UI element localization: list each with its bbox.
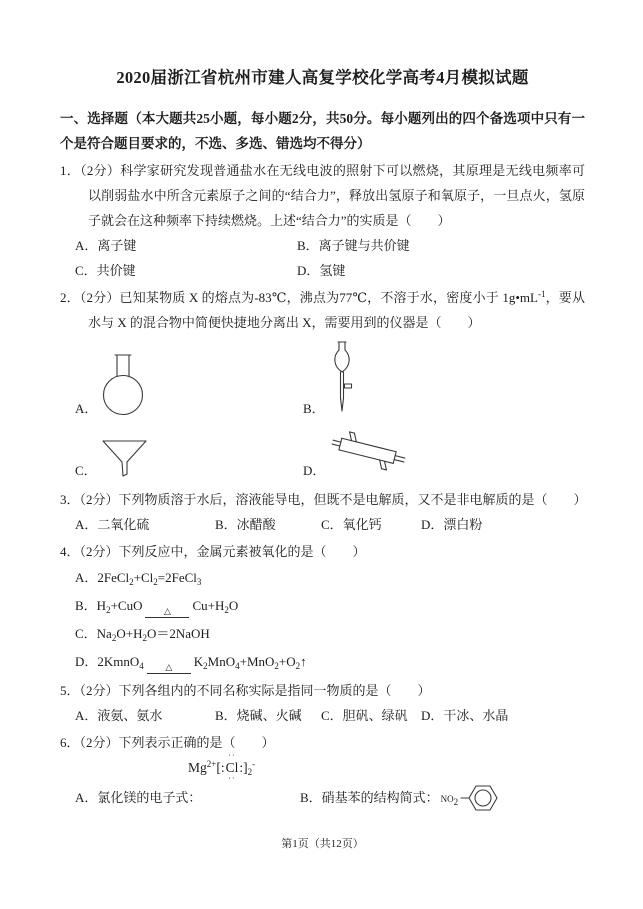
question-5-options [60, 703, 585, 728]
q4-option-a: A．$2FeCl_2+Cl_2=2FeCl_3$ [75, 570, 202, 587]
q3-option-c: C．氧化钙 [321, 517, 382, 532]
q2-option-c [75, 427, 303, 479]
q2-option-d [303, 427, 585, 479]
q2-option-b [303, 341, 585, 417]
electron-formula [188, 751, 256, 783]
question-2-options [60, 341, 585, 479]
magnesium-symbol: Mg [188, 760, 207, 775]
reaction-condition-arrow [147, 663, 191, 674]
q4-option-b-left: B．$H_2+CuO$ [75, 598, 143, 615]
question-5-stem: 5．（2分）下列各组内的不同名称实际是指同一物质的是（ ） [60, 683, 431, 698]
condenser-icon [329, 427, 407, 479]
chlorine-symbol: Cl [225, 760, 239, 775]
formula-superscript: - [252, 759, 256, 769]
formula-subscript: 2 [247, 767, 253, 777]
q3-option-a: A．二氧化硫 [75, 517, 150, 532]
q6-option-b [300, 783, 585, 813]
q5-option-a: A．液氨、氨水 [75, 708, 163, 723]
electron-dots-bottom: ·· [228, 774, 236, 783]
q5-option-c: C．胆矾、绿矾 [321, 708, 408, 723]
formula-open-bracket: [: [216, 760, 225, 775]
question-4-stem: 4．（2分）下列反应中，金属元素被氧化的是（ ） [60, 544, 366, 559]
q5-option-d: D．干冰、水晶 [421, 708, 509, 723]
q4-option-d-left: D．2KmnO$_4$ [75, 654, 144, 671]
reaction-condition-arrow [145, 607, 189, 618]
electron-dots-top: ·· [228, 751, 236, 760]
q4-option-d-right: $K_2MnO_4+MnO_2+O_2↑$ [193, 654, 307, 671]
question-3-options [60, 512, 585, 537]
section-heading: 一、选择题（本大题共25小题，每小题2分，共50分。每小题列出的四个备选项中只有一个是符合题目要求的，不选、多选、错选均不得分） [60, 111, 585, 151]
q2-option-b-label: B． [303, 401, 325, 416]
benzene-ring-icon [460, 783, 502, 813]
q2-option-a [75, 341, 303, 417]
q3-option-b: B．冰醋酸 [215, 517, 276, 532]
q2-option-d-label: D． [303, 463, 326, 478]
q5-option-b: B．烧碱、火碱 [215, 708, 302, 723]
q4-option-b-right: $Cu+H_2O$ [192, 598, 239, 615]
question-2-stem: 2．（2分）已知某物质 X 的熔点为-83℃，沸点为77℃，不溶于水，密度小于 $1g•mL^{-1}$，要从水与 X 的混合物中简便快捷地分离出 X，需要用到的仪器是（ ） [60, 289, 585, 330]
question-1-stem: 1．（2分）科学家研究发现普通盐水在无线电波的照射下可以燃烧，其原理是无线电频率可以削弱盐水中所含元素原子之间的“结合力”，释放出氢原子和氧原子，一旦点火，氢原子就会在这种频率下持续燃烧。上述“结合力”的实质是（ ） [60, 163, 585, 228]
q1-option-d: D．氢键 [297, 263, 346, 278]
question-5 [60, 678, 585, 728]
q2-option-a-label: A． [75, 401, 98, 416]
question-4 [60, 539, 585, 676]
chlorine-with-electron-dots [225, 751, 240, 783]
question-3 [60, 487, 585, 537]
reaction-arrow-line [147, 673, 191, 674]
delta-condition: △ [165, 662, 173, 672]
round-bottom-flask-icon [101, 353, 145, 417]
separating-funnel-icon [329, 341, 355, 417]
question-6-options [60, 783, 585, 813]
question-1-options [60, 233, 585, 283]
q4-option-c: C．$Na_2O+H_2O=2NaOH$ [75, 626, 210, 643]
q4-option-b [60, 592, 585, 620]
question-1 [60, 158, 585, 283]
funnel-icon [101, 439, 149, 479]
q1-option-a: A．离子键 [75, 238, 137, 253]
q4-option-d [60, 648, 585, 676]
nitro-group-label: $NO_2$ [440, 794, 459, 807]
formula-charge: 2+ [206, 759, 217, 769]
question-6-stem: 6．（2分）下列表示正确的是（ ） [60, 735, 275, 750]
q1-option-b: B．离子键与共价键 [297, 238, 410, 253]
question-6 [60, 730, 585, 813]
question-2 [60, 285, 585, 479]
formula-close-bracket: :] [239, 760, 248, 775]
electron-formula-row [60, 751, 585, 783]
q1-option-c: C．共价键 [75, 263, 136, 278]
reaction-arrow-line [145, 617, 189, 618]
delta-condition: △ [163, 606, 171, 616]
page-number: 第1页（共12页） [281, 838, 364, 850]
q2-option-c-label: C． [75, 463, 97, 478]
q6-option-b-label: B．硝基苯的结构简式： [300, 790, 439, 805]
question-3-stem: 3．（2分）下列物质溶于水后，溶液能导电，但既不是电解质，又不是非电解质的是（ ） [60, 492, 587, 507]
q3-option-d: D．漂白粉 [421, 517, 483, 532]
exam-title: 2020届浙江省杭州市建人高复学校化学高考4月模拟试题 [116, 68, 529, 87]
q6-option-a-label: A．氯化镁的电子式： [75, 790, 202, 805]
